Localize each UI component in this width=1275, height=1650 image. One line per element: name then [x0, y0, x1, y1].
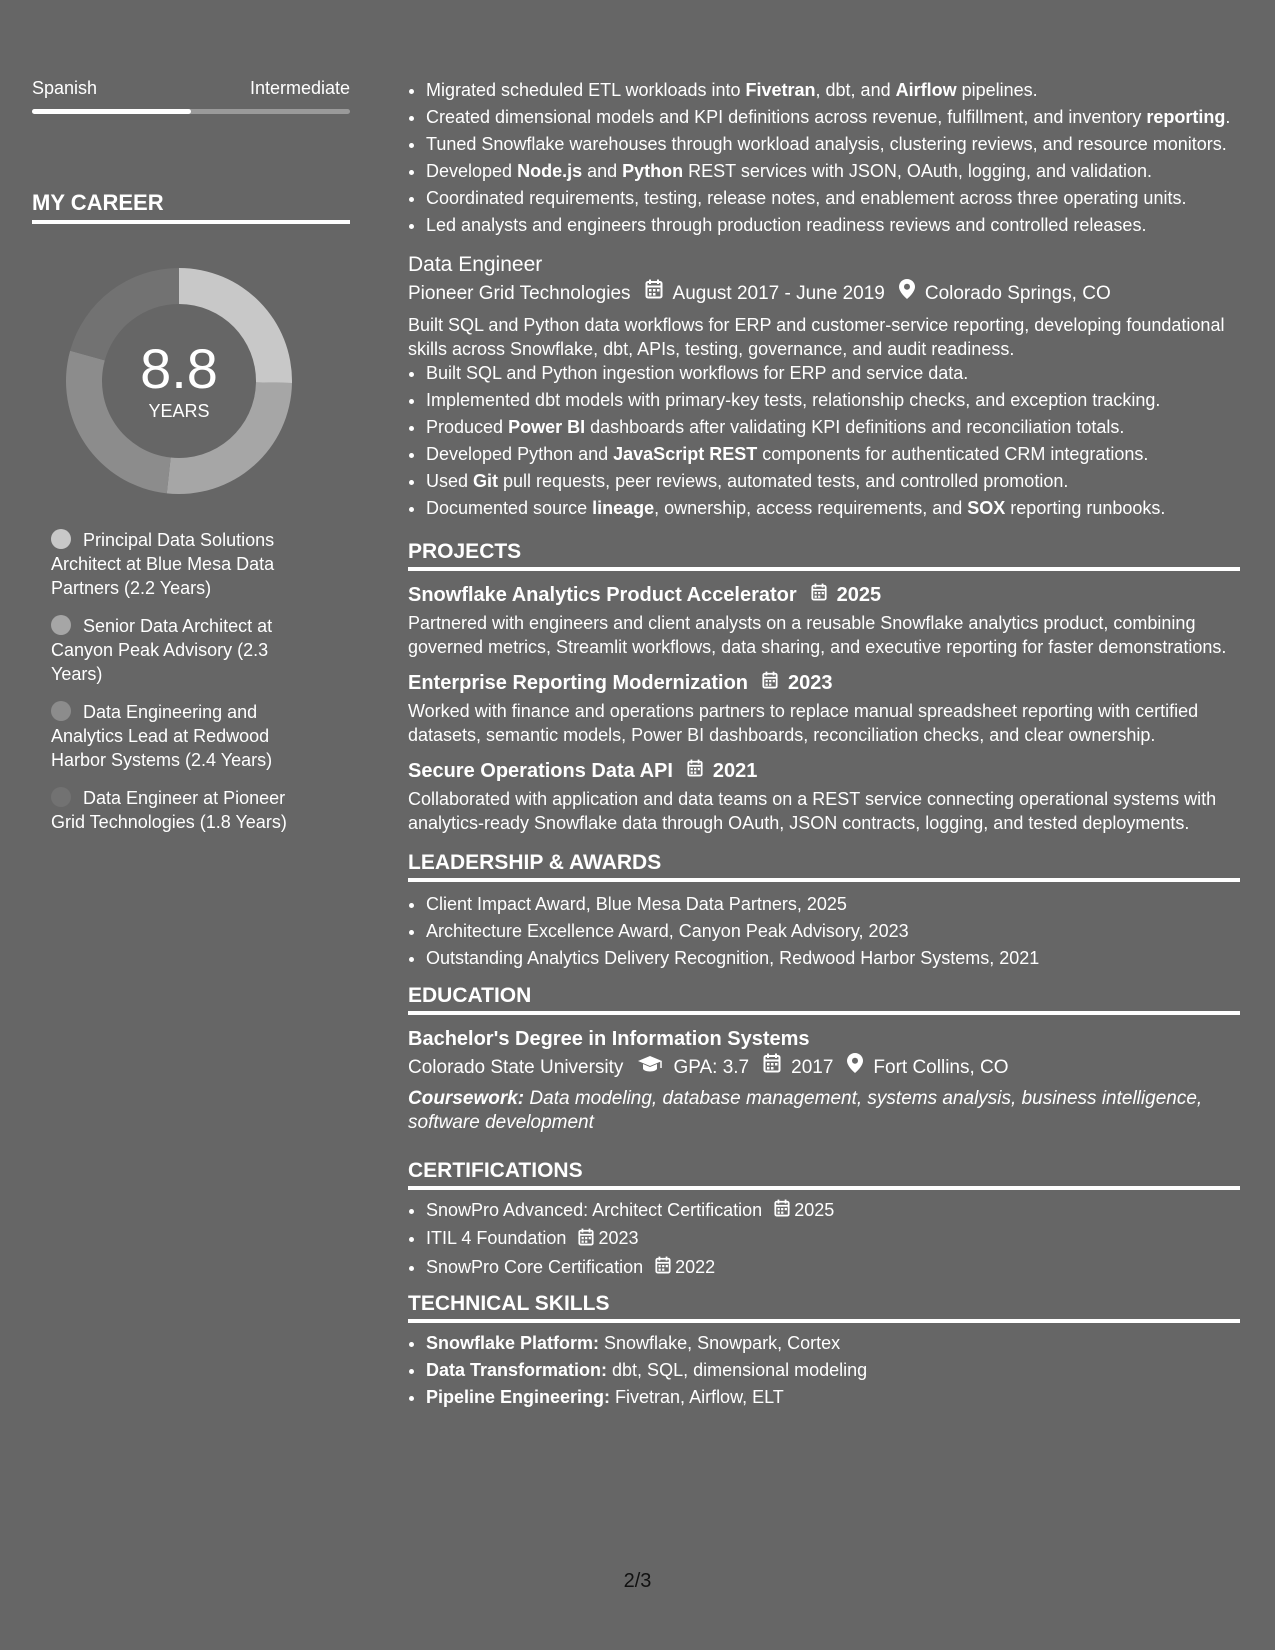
job-dates: August 2017 - June 2019 [672, 283, 885, 304]
bullet-text: , dbt, and [815, 80, 896, 100]
education-location: Fort Collins, CO [873, 1057, 1009, 1078]
bullet-text: Created dimensional models and KPI definitions across revenue, fulfillment, and inventory [426, 107, 1147, 127]
career-legend-item [51, 700, 311, 772]
career-legend-item [51, 528, 311, 600]
previous-job-bullet [426, 186, 1240, 210]
map-pin-icon [847, 1053, 863, 1083]
certification-name: ITIL 4 Foundation [426, 1228, 567, 1249]
legend-dot [51, 615, 71, 635]
bullet-text: Migrated scheduled ETL workloads into [426, 80, 746, 100]
bold-term: reporting [1146, 107, 1226, 127]
certifications-list [408, 1198, 1240, 1280]
career-legend [51, 528, 311, 834]
job-company: Pioneer Grid Technologies [408, 283, 631, 304]
project-year: 2021 [712, 760, 758, 782]
previous-job-bullets [408, 78, 1240, 237]
award-item: • Client Impact Award, Blue Mesa Data Partners, 2025 [426, 892, 1240, 916]
project-title: Enterprise Reporting Modernization [408, 672, 749, 694]
certification-year: 2023 [598, 1228, 639, 1249]
legend-dot [51, 787, 71, 807]
education-meta [408, 1053, 1240, 1083]
calendar-icon [687, 757, 703, 785]
bullet-text: REST services with JSON, OAuth, logging, and validation. [683, 161, 1153, 181]
skill-item [426, 1385, 1240, 1409]
project-title-row [408, 669, 1240, 697]
job-bullet [426, 442, 1240, 466]
bold-term: Python [622, 161, 684, 181]
bullet-text: Used [426, 471, 474, 491]
project-description: Partnered with engineers and client analysts on a reusable Snowflake analytics product, combining governed metrics, Streamlit workflows, data sharing, and executive reporting for faster demonstrations. [408, 613, 1227, 657]
bullet-text: Developed Python and [426, 444, 614, 464]
job-title: Data Engineer [408, 253, 543, 276]
skill-item [426, 1358, 1240, 1382]
page-number: 2/3 [623, 1570, 652, 1592]
job-bullet [426, 388, 1240, 412]
projects-heading: PROJECTS [408, 540, 1240, 571]
bold-term: Node.js [517, 161, 583, 181]
skill-values: Fivetran, Airflow, ELT [610, 1386, 784, 1407]
bullet-text: Documented source [426, 498, 593, 518]
certification-item [426, 1226, 1240, 1251]
language-proficiency-fill [32, 109, 191, 114]
certification-year: 2025 [794, 1200, 835, 1220]
skill-values: Snowflake, Snowpark, Cortex [599, 1332, 841, 1353]
bullet-text: Developed [426, 161, 518, 181]
awards-list [408, 892, 1240, 970]
bullet-text: Produced [426, 417, 509, 437]
bold-term: Git [473, 471, 499, 491]
project-title: Secure Operations Data API [408, 760, 673, 782]
projects-list [408, 581, 1240, 835]
legend-dot [51, 529, 71, 549]
previous-job-bullet [426, 105, 1240, 129]
job-bullet [426, 469, 1240, 493]
language-name: Spanish [32, 78, 98, 98]
skill-category: Snowflake Platform: [426, 1332, 600, 1353]
bold-term: Fivetran [745, 80, 816, 100]
bold-term: Power BI [508, 417, 586, 437]
bullet-text: Implemented dbt models with primary-key tests, relationship checks, and exception tracking. [426, 390, 1161, 410]
bullet-text: and [582, 161, 623, 181]
project-title-row [408, 581, 1240, 609]
previous-job-bullet [426, 78, 1240, 102]
career-legend-label: Senior Data Architect at Canyon Peak Advisory (2.3 Years) [51, 616, 273, 684]
certifications-heading: CERTIFICATIONS [408, 1159, 1240, 1190]
skill-category: Data Transformation: [426, 1359, 608, 1380]
skills-heading: TECHNICAL SKILLS [408, 1292, 1240, 1323]
language-proficiency-bar [32, 109, 350, 114]
job-bullets [408, 361, 1240, 520]
project-description: Worked with finance and operations partners to replace manual spreadsheet reporting with certified datasets, semantic models, Power BI dashboards, reconciliation checks, and clear ownership. [408, 701, 1199, 745]
previous-job-bullet [426, 213, 1240, 237]
calendar-icon [774, 1199, 790, 1223]
job-bullet [426, 415, 1240, 439]
bold-term: SOX [967, 498, 1006, 518]
certification-year: 2022 [675, 1256, 716, 1277]
award-item: • Outstanding Analytics Delivery Recognition, Redwood Harbor Systems, 2021 [426, 946, 1240, 970]
legend-dot [51, 701, 71, 721]
career-legend-item [51, 614, 311, 686]
calendar-icon [655, 1256, 671, 1280]
total-years: 8.8 [140, 336, 218, 400]
certification-item [426, 1198, 1240, 1223]
career-legend-label: Data Engineer at Pioneer Grid Technologies (1.8 Years) [51, 788, 287, 832]
career-donut-chart [66, 268, 292, 494]
bullet-text: Coordinated requirements, testing, release notes, and enablement across three operating units. [426, 188, 1187, 208]
project-year: 2025 [836, 584, 882, 606]
skill-category: Pipeline Engineering: [426, 1386, 611, 1407]
bullet-text: , ownership, access requirements, and [654, 498, 968, 518]
skills-list [408, 1331, 1240, 1409]
certification-name: SnowPro Advanced: Architect Certification [426, 1200, 763, 1220]
award-item: • Architecture Excellence Award, Canyon Peak Advisory, 2023 [426, 919, 1240, 943]
map-pin-icon [899, 279, 915, 309]
project-description: Collaborated with application and data teams on a REST service connecting operational systems with analytics-ready Snowflake data through OAuth, JSON contracts, logging, and tested deployments. [408, 789, 1217, 833]
calendar-icon [763, 1053, 781, 1083]
job-bullet [426, 496, 1240, 520]
sidebar [32, 78, 350, 848]
education-coursework [408, 1087, 1240, 1135]
job-bullet [426, 361, 1240, 385]
education-school: Colorado State University [408, 1057, 624, 1078]
language-level: Intermediate [249, 78, 350, 98]
education-year: 2017 [791, 1057, 834, 1078]
main-content [408, 78, 1240, 1412]
bullet-text: Tuned Snowflake warehouses through workload analysis, clustering reviews, and resource monitors. [426, 134, 1227, 154]
certification-item [426, 1255, 1240, 1280]
education-heading: EDUCATION [408, 984, 1240, 1015]
calendar-icon [762, 669, 778, 697]
job-location: Colorado Springs, CO [924, 283, 1111, 304]
bold-term: Airflow [895, 80, 957, 100]
career-legend-item [51, 786, 311, 834]
coursework-text: Data modeling, database management, systems analysis, business intelligence, software development [408, 1088, 1203, 1133]
career-legend-label: Data Engineering and Analytics Lead at Redwood Harbor Systems (2.4 Years) [51, 702, 273, 770]
bold-term: JavaScript REST [613, 444, 758, 464]
education-degree: Bachelor's Degree in Information Systems [408, 1028, 810, 1050]
years-label: YEARS [148, 400, 210, 421]
bullet-text: pipelines. [956, 80, 1038, 100]
calendar-icon [811, 581, 827, 609]
bullet-text: Built SQL and Python ingestion workflows for ERP and service data. [426, 363, 969, 383]
coursework-label: Coursework: [408, 1088, 525, 1109]
graduation-cap-icon [637, 1053, 663, 1083]
calendar-icon [645, 279, 663, 309]
language-row [32, 78, 350, 99]
certification-name: SnowPro Core Certification [426, 1256, 644, 1277]
project-year: 2023 [788, 672, 833, 694]
skill-item [426, 1331, 1240, 1355]
bold-term: lineage [592, 498, 655, 518]
job-meta [408, 279, 1240, 309]
awards-heading: LEADERSHIP & AWARDS [408, 851, 1240, 882]
bullet-text: Led analysts and engineers through production readiness reviews and controlled releases. [426, 215, 1147, 235]
career-legend-label: Principal Data Solutions Architect at Blue Mesa Data Partners (2.2 Years) [51, 530, 275, 598]
skill-values: dbt, SQL, dimensional modeling [607, 1359, 868, 1380]
previous-job-bullet [426, 159, 1240, 183]
career-heading: MY CAREER [32, 190, 350, 224]
previous-job-bullet [426, 132, 1240, 156]
project-title-row [408, 757, 1240, 785]
bullet-text: pull requests, peer reviews, automated tests, and controlled promotion. [498, 471, 1069, 491]
education-gpa: GPA: 3.7 [673, 1057, 750, 1078]
project-title: Snowflake Analytics Product Accelerator [408, 584, 797, 606]
job-summary: Built SQL and Python data workflows for ERP and customer-service reporting, developing foundational skills across Snowflake, dbt, APIs, testing, governance, and audit readiness. [408, 315, 1225, 359]
calendar-icon [578, 1228, 594, 1252]
bullet-text: dashboards after validating KPI definitions and reconciliation totals. [585, 417, 1125, 437]
bullet-text: . [1225, 107, 1231, 127]
bullet-text: reporting runbooks. [1005, 498, 1166, 518]
donut-center [66, 268, 292, 494]
bullet-text: components for authenticated CRM integrations. [757, 444, 1149, 464]
